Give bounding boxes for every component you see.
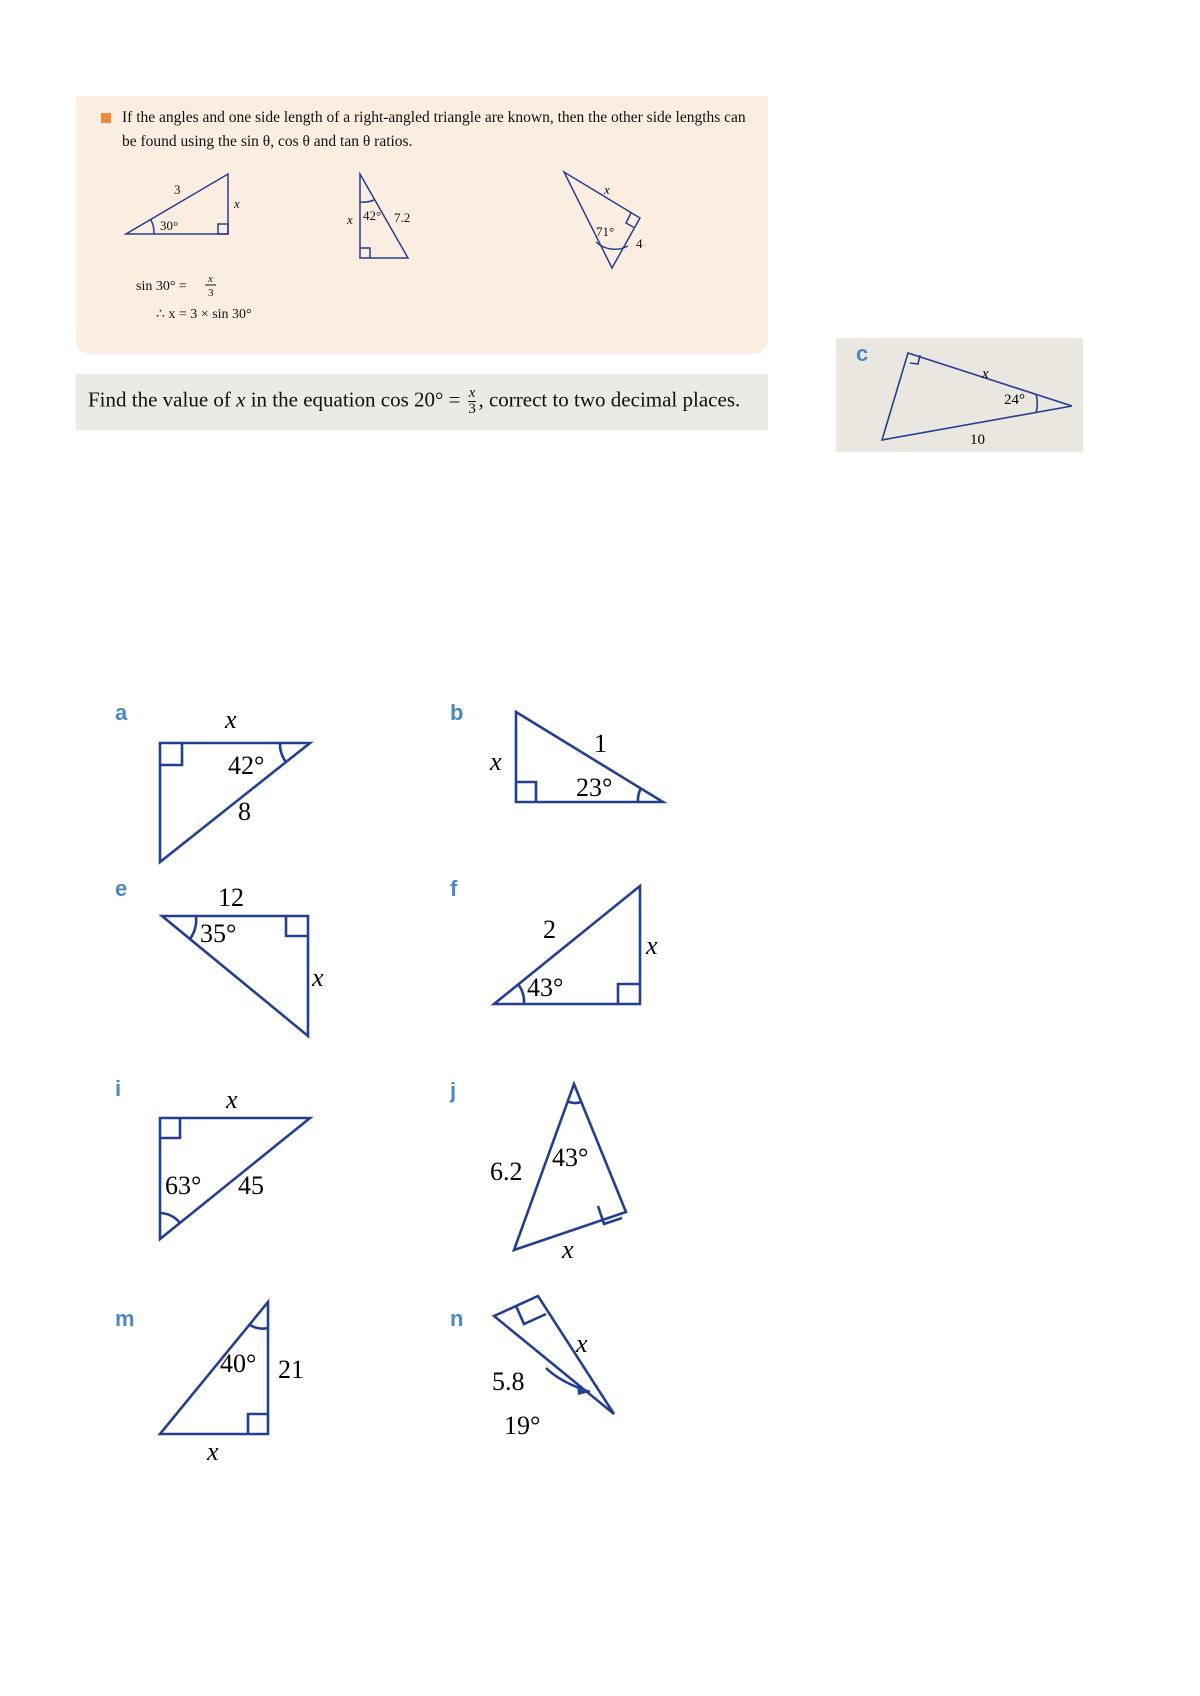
part-c-x-label: x [982, 366, 989, 382]
triangle-n [494, 1296, 614, 1414]
example3-x-label: x [604, 182, 610, 197]
question-after: , correct to two decimal places. [478, 387, 741, 412]
problem-label-i: i [115, 1076, 122, 1101]
example2-side-label: 7.2 [394, 210, 411, 225]
side-label-a: 8 [238, 797, 251, 826]
frac-num: x [468, 385, 476, 401]
right-angle-mark [516, 782, 536, 802]
right-angle-mark [286, 916, 308, 936]
side-label-j: 6.2 [490, 1157, 523, 1186]
problem-f [450, 876, 658, 1004]
side-label-e: 12 [218, 883, 244, 912]
part-c-panel [836, 338, 1083, 452]
right-angle-mark [626, 213, 635, 228]
problem-j [449, 1078, 626, 1264]
right-angle-mark [618, 984, 640, 1004]
problem-label-e: e [115, 876, 128, 901]
angle-arc [567, 1101, 581, 1103]
problem-a [115, 700, 310, 862]
problem-label-a: a [115, 700, 128, 725]
angle-label-m: 40° [220, 1349, 257, 1378]
side-label-b: 1 [594, 729, 607, 758]
problem-m [115, 1302, 304, 1466]
side-label-i: 45 [238, 1171, 264, 1200]
problem-label-n: n [450, 1306, 464, 1331]
angle-label-e: 35° [200, 919, 237, 948]
question-middle: in the equation cos 20° = [245, 387, 466, 412]
example-triangles [84, 158, 744, 348]
angle-arc [190, 916, 196, 939]
part-c-label: c [856, 341, 869, 366]
angle-arc [250, 1325, 268, 1329]
angle-label-n: 19° [504, 1411, 541, 1440]
angle-arc [518, 984, 524, 1004]
x-label-j: x [562, 1235, 574, 1264]
side-label-n: 5.8 [492, 1367, 525, 1396]
problem-label-m: m [115, 1306, 135, 1331]
example2-angle-label: 42° [363, 208, 382, 223]
example1-angle-label: 30° [160, 218, 179, 233]
angle-arc [360, 200, 374, 202]
right-angle-mark [160, 1118, 180, 1138]
angle-arc [280, 743, 286, 762]
problem-i [115, 1076, 310, 1239]
bullet-square-icon [101, 113, 111, 123]
part-c-angle-label: 24° [1004, 392, 1025, 408]
working-line2: ∴ x = 3 × sin 30° [156, 307, 252, 322]
working-frac-den: 3 [208, 287, 214, 299]
example-triangle-3 [564, 172, 640, 268]
right-angle-mark [516, 1306, 546, 1324]
problem-e [115, 876, 324, 1036]
x-label-f: x [646, 931, 658, 960]
right-angle-mark [360, 248, 370, 258]
x-label-i: x [226, 1085, 238, 1114]
problem-label-b: b [450, 700, 464, 725]
x-label-b: x [490, 747, 502, 776]
info-text: If the angles and one side length of a right-angled triangle are known, then the other side lengths can be found using the sin θ, cos θ and tan θ ratios. [122, 109, 746, 150]
example2-x-label: x [347, 212, 353, 227]
angle-label-b: 23° [576, 773, 613, 802]
question-before: Find the value of [88, 387, 237, 412]
right-angle-mark [160, 743, 182, 765]
x-label-e: x [312, 963, 324, 992]
problem-n [450, 1296, 614, 1440]
question-var: x [236, 387, 246, 412]
angle-arc [151, 220, 154, 234]
right-angle-mark [218, 224, 228, 234]
problem-label-f: f [450, 876, 458, 901]
question-text [88, 386, 740, 417]
angle-label-a: 42° [228, 751, 265, 780]
angle-arc [638, 788, 641, 802]
example3-side-label: 4 [636, 236, 643, 251]
problem-label-j: j [450, 1078, 457, 1103]
example1-side-label: 3 [174, 182, 181, 197]
side-label-f: 2 [543, 915, 556, 944]
angle-label-j: 43° [552, 1143, 589, 1172]
example1-x-label: x [234, 196, 240, 211]
question-fraction [468, 386, 477, 417]
working-line1: sin 30° = [136, 279, 187, 294]
part-c-side-label: 10 [970, 432, 985, 448]
working-frac-num: x [208, 273, 213, 285]
angle-label-i: 63° [165, 1171, 202, 1200]
problem-grid [0, 690, 1200, 1510]
angle-label-f: 43° [527, 973, 564, 1002]
side-label-m: 21 [278, 1355, 304, 1384]
x-label-a: x [225, 705, 237, 734]
right-angle-mark [248, 1414, 268, 1434]
angle-arc [160, 1213, 180, 1223]
example3-angle-label: 71° [596, 224, 615, 239]
x-label-m: x [207, 1437, 219, 1466]
problem-b [450, 700, 663, 802]
frac-den: 3 [468, 401, 476, 417]
x-label-n: x [576, 1329, 588, 1358]
angle-arc [596, 242, 628, 249]
